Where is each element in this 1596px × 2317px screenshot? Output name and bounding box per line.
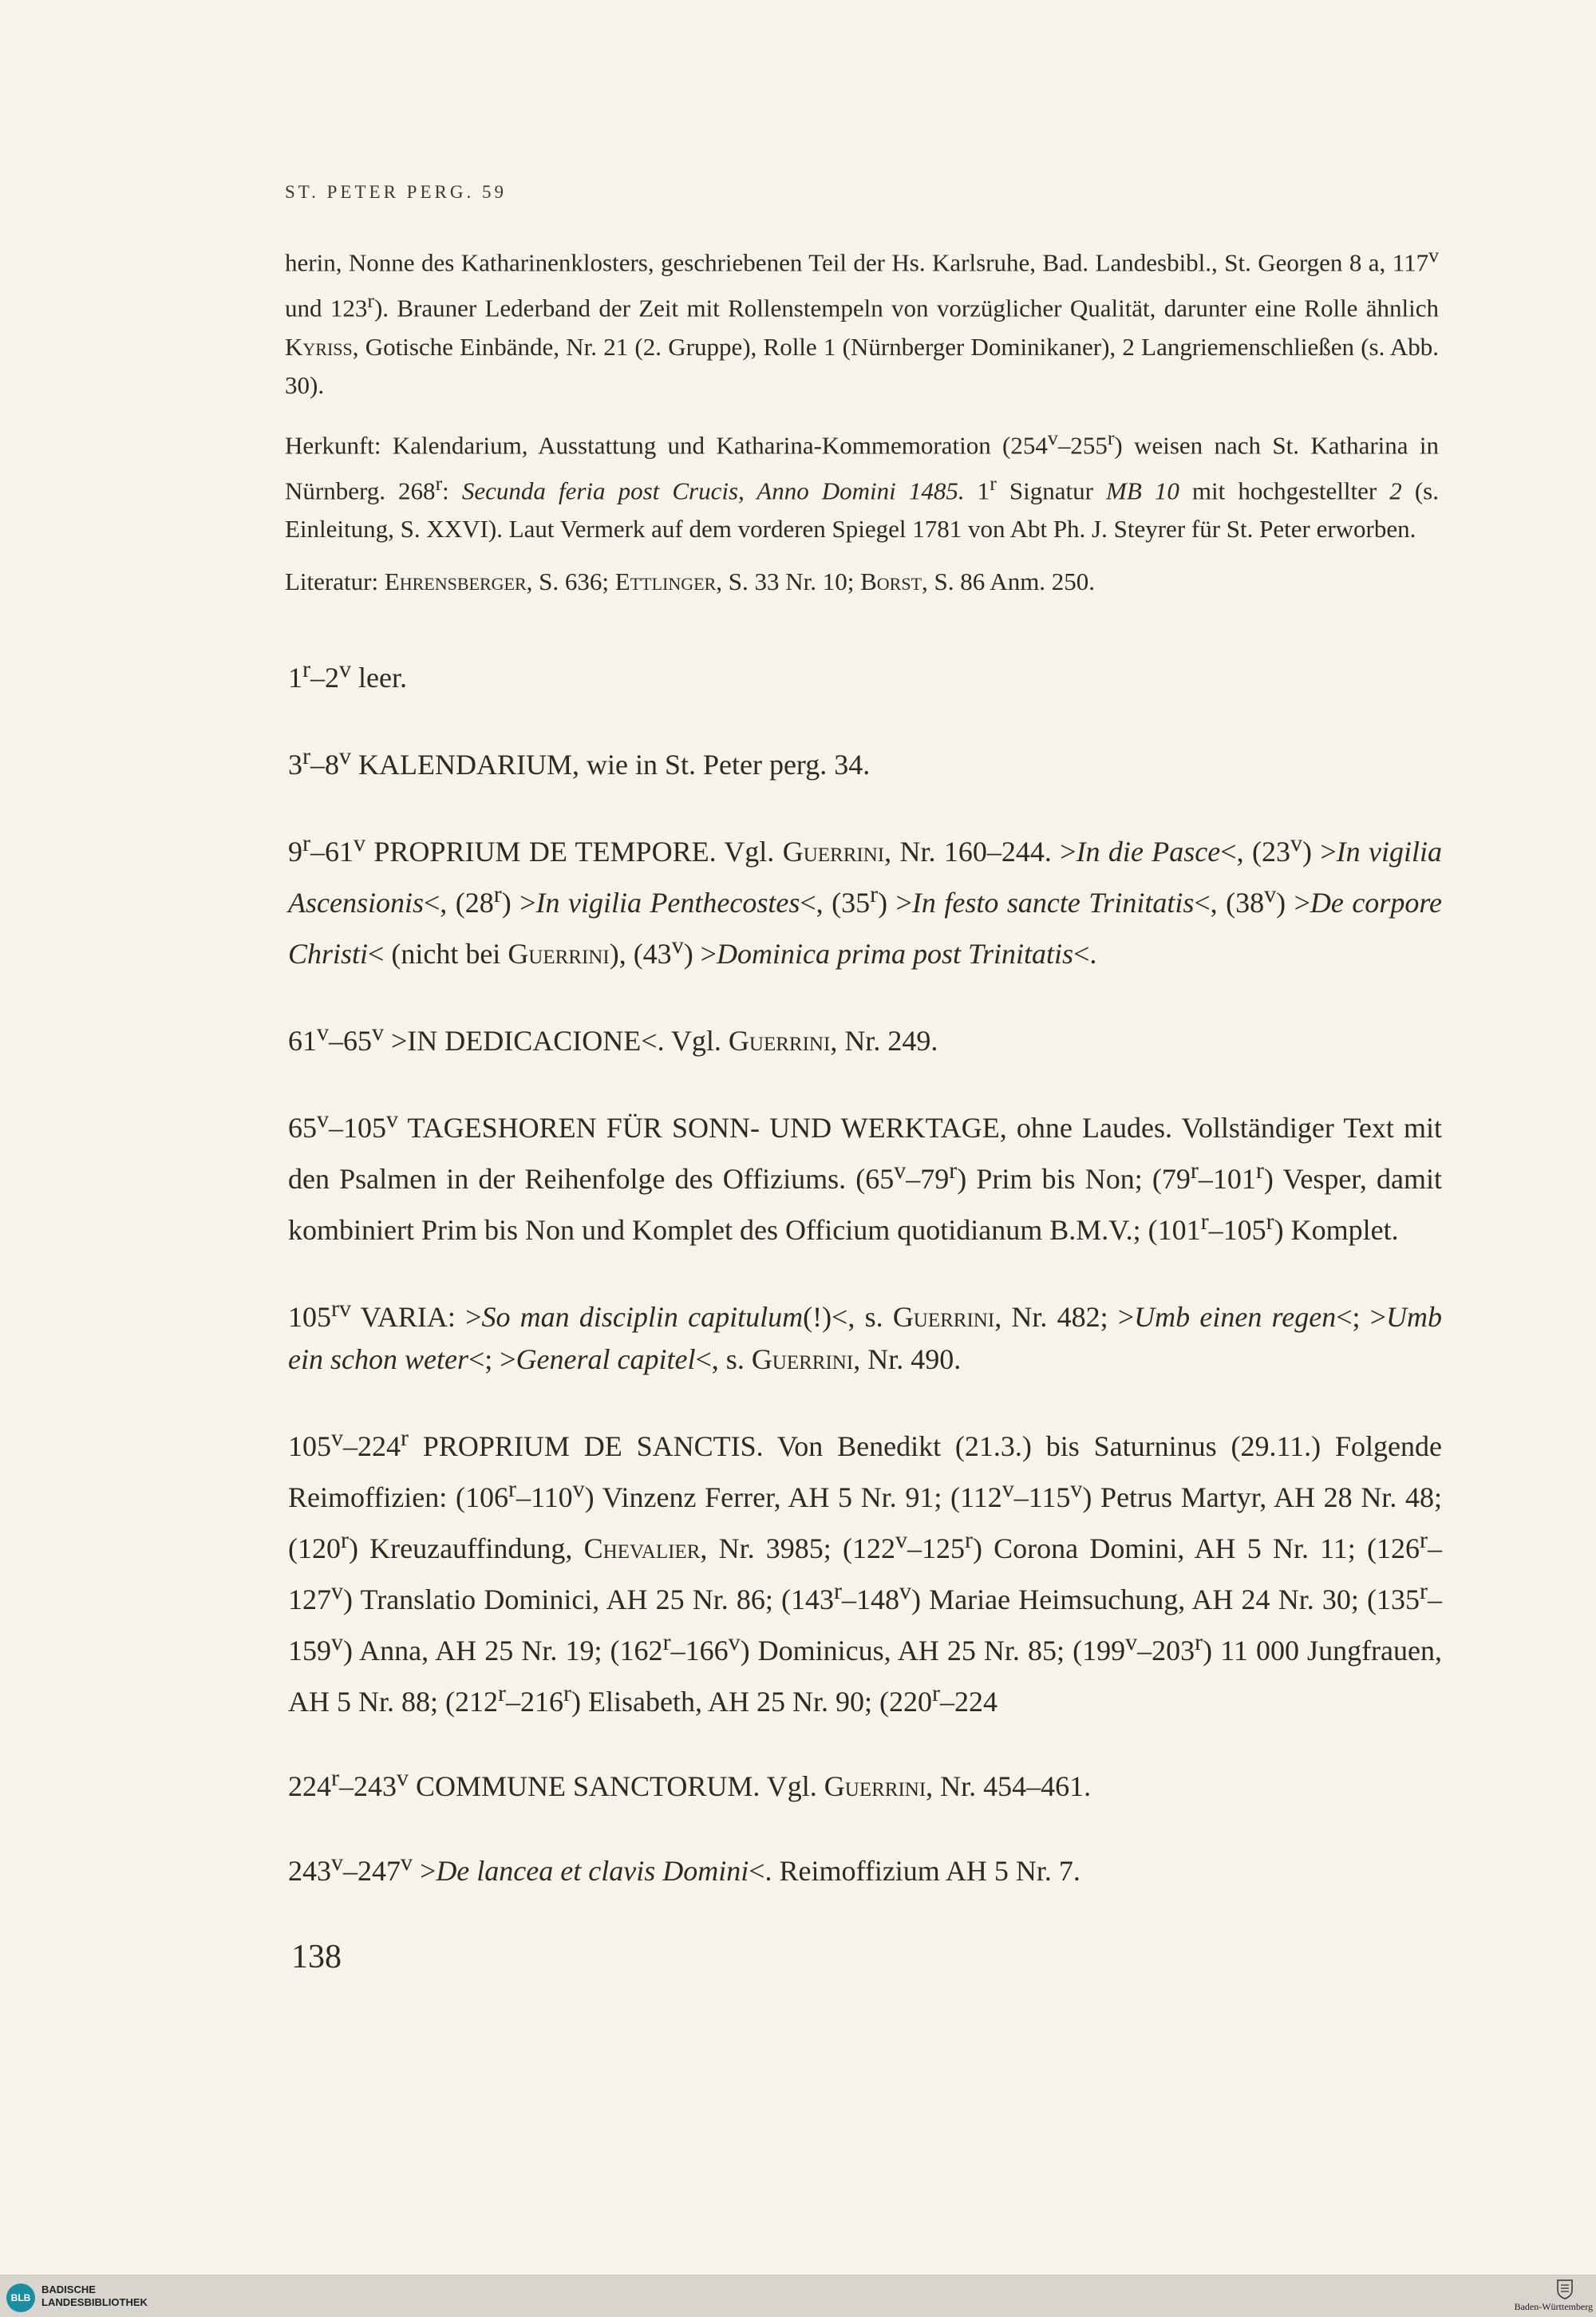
entry-commune-sanctorum: 224$^r$–243$^v$ COMMUNE SANCTORUM. Vgl. Guerrini, Nr. 454–461. [288, 1765, 1092, 1802]
entry-kalendarium: 3$^r$–8$^v$ KALENDARIUM, wie in St. Peter perg. 34. [288, 743, 871, 781]
library-name[interactable]: BADISCHE LANDESBIBLIOTHEK [41, 2283, 148, 2308]
entry-leer: 1$^r$–2$^v$ leer. [288, 656, 407, 694]
entry-de-lancea: $243^v-247^v >De$ lancea et clavis Domini<. Reimoffizium AH 5 Nr. 7. [288, 1849, 1080, 1887]
entry-tageshoren: 65$^v$–105$^v$ TAGESHOREN FÜR SONN- UND WERKTAGE, ohne Laudes. Vollständiger Text mit den Psalmen in der Reihenfolge des Offiziums. (65$^v$–79$^r$) Prim bis Non; (79$^r$–101$^r$) Vesper, damit kombiniert Prim bis Non und Komplet des Officium quotidianum B.M.V.; (101$^r$–105$^r$) Komplet. [288, 1106, 1442, 1246]
running-head: ST. PETER PERG. 59 [285, 182, 507, 202]
description-block [285, 236, 1439, 615]
baden-wuerttemberg-label: Baden-Württemberg [1514, 2301, 1593, 2312]
entry-in-dedicacione: $61^v-65^v >IN$ DEDICACIONE<. Vgl. Guerrini, Nr. 249. [288, 1019, 938, 1057]
entry-proprium-de-tempore: 9$^r$–61$^v$ PROPRIUM DE TEMPORE. Vgl. Guerrini, Nr. 160–244. >In die Pasce<, $(23^v) >In$ vigilia Ascensionis<, $(28^r) >In$ vigilia Penthecostes<, $(35^r) >In$ festo sancte Trinitatis<, $(38^v) >De$ corpore Christi< (nicht bei Guerrini), $(43^v)$ >Dominica prima post Trinitatis<. [288, 830, 1443, 970]
contents-entries [288, 648, 1442, 1928]
blb-logo-icon[interactable]: BLB [6, 2283, 35, 2312]
binding-description: herin, Nonne des Katharinenklosters, geschriebenen Teil der Hs. Karlsruhe, Bad. Landesbibl., St. Georgen 8 a, 117$^v$ und 123$^r$). Brauner Lederband der Zeit mit Rollenstempeln von vorzüglicher Qualität, darunter eine Rolle ähnlich Kyriss, Gotische Einbände, Nr. 21 (2. Gruppe), Rolle 1 (Nürnberger Dominikaner), 2 Langriemenschließen (s. Abb. 30). [285, 243, 1440, 399]
provenance-paragraph: Herkunft: Kalendarium, Ausstattung und Katharina-Kommemoration (254$^v$–255$^r$) weisen nach St. Katharina in Nürnberg. 268$^r$: Secunda feria post Crucis, Anno Domini 1485. 1$^r$ Signatur MB 10 mit hochgestellter 2 (s. Einleitung, S. XXVI). Laut Vermerk auf dem vorderen Spiegel 1781 von Abt Ph. J. Steyrer für St. Peter erworben. [285, 425, 1440, 544]
viewer-footer-bar [0, 2275, 1596, 2317]
page-number: 138 [291, 1939, 342, 1975]
entry-proprium-de-sanctis: 105$^v$–224$^r$ PROPRIUM DE SANCTIS. Von Benedikt (21.3.) bis Saturninus (29.11.) Folgende Reimoffizien: (106$^r$–110$^v$) Vinzenz Ferrer, AH 5 Nr. 91; (112$^v$–115$^v$) Petrus Martyr, AH 28 Nr. 48; (120$^r$) Kreuzauffindung, Chevalier, Nr. 3985; (122$^v$–125$^r$) Corona Domini, AH 5 Nr. 11; (126$^r$–127$^v$) Translatio Dominici, AH 25 Nr. 86; (143$^r$–148$^v$) Mariae Heimsuchung, AH 24 Nr. 30; (135$^r$–159$^v$) Anna, AH 25 Nr. 19; (162$^r$–166$^v$) Dominicus, AH 25 Nr. 85; (199$^v$–203$^r$) 11 000 Jungfrauen, AH 5 Nr. 88; (212$^r$–216$^r$) Elisabeth, AH 25 Nr. 90; (220$^r$–224 [288, 1425, 1443, 1718]
coat-of-arms-icon [1556, 2279, 1574, 2299]
entry-varia: $105^{rv}$ VARIA: >So man disciplin capitulum(!)<, s. Guerrini, Nr. 482; >Umb einen regen<; >Umb ein schon weter<; >General capitel<, s. Guerrini, Nr. 490. [288, 1295, 1443, 1375]
literature-paragraph: Literatur: Ehrensberger, S. 636; Ettlinger, S. 33 Nr. 10; Borst, S. 86 Anm. 250. [285, 567, 1096, 596]
